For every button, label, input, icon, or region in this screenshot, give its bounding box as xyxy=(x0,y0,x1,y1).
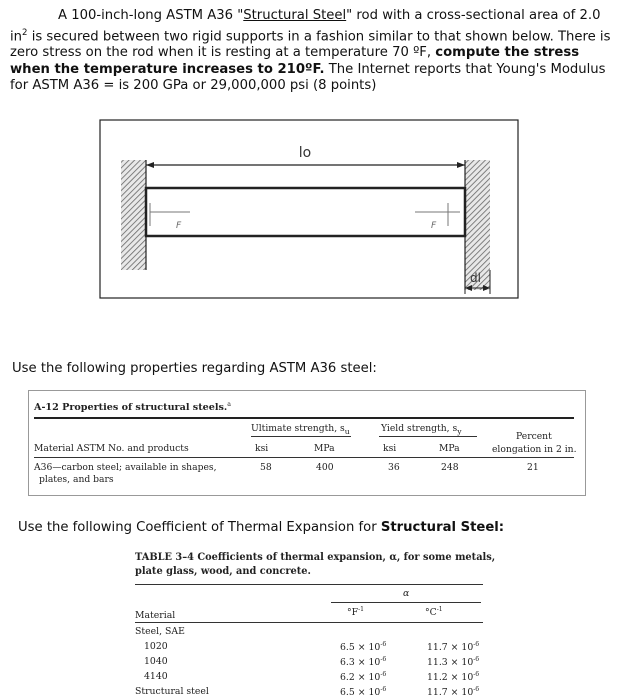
force-f-right-label: F xyxy=(431,221,437,231)
col-f-label: °F xyxy=(347,607,359,619)
superscript: a xyxy=(227,401,231,408)
subscript: u xyxy=(344,426,350,436)
col-material: Material ASTM No. and products xyxy=(34,443,189,454)
rod-diagram xyxy=(0,110,626,355)
problem-text: for ASTM A36 = is 200 GPa or 29,000,000 psi (8 points) xyxy=(10,78,377,94)
problem-bold-text: when the temperature increases to 210ºF. xyxy=(10,61,325,77)
table-3-4-title-1 xyxy=(135,552,495,563)
problem-text: A 100-inch-long ASTM A36 " xyxy=(58,8,244,23)
problem-text: The Internet reports that Young's Modulus xyxy=(324,61,606,77)
arrow-right xyxy=(457,162,465,168)
instruction-text: Use the following Coefficient of Thermal Expansion for xyxy=(18,520,381,535)
row-name: 4140 xyxy=(144,671,168,682)
row-c-value xyxy=(427,641,479,653)
rule-yield xyxy=(379,436,477,437)
problem-text: ºF, xyxy=(413,45,436,61)
rule-top xyxy=(34,417,574,419)
row-yield-ksi: 36 xyxy=(388,462,400,473)
table-a12-title xyxy=(34,401,231,413)
col-percent-1: Percent xyxy=(516,431,552,442)
superscript: -6 xyxy=(473,671,480,678)
rule-header xyxy=(135,622,483,623)
row-name: Structural steel xyxy=(135,686,209,697)
row-name: 1020 xyxy=(144,641,168,652)
group-steel-sae: Steel, SAE xyxy=(135,626,185,637)
value-text: 6.3 × 10 xyxy=(340,657,381,669)
row-c-value xyxy=(427,686,479,698)
superscript: -6 xyxy=(380,641,387,648)
table-title-text: TABLE 3–4 Coefficients of thermal expansion, α, for some metals, xyxy=(135,552,496,563)
superscript: -6 xyxy=(380,686,387,693)
superscript: -6 xyxy=(380,656,387,663)
value-text: 6.5 × 10 xyxy=(340,687,381,699)
col-yield xyxy=(381,423,462,436)
problem-line-1 xyxy=(10,8,618,25)
col-ultimate xyxy=(251,423,350,436)
problem-text: in xyxy=(10,28,23,44)
value-text: 11.2 × 10 xyxy=(427,672,474,684)
col-f xyxy=(347,606,364,618)
row-c-value xyxy=(427,671,479,683)
arrow-left xyxy=(146,162,154,168)
problem-text: is secured between two rigid supports in a fashion similar to that shown below. There is xyxy=(27,28,611,44)
alpha-header: α xyxy=(403,588,410,599)
rule-top xyxy=(135,584,483,585)
superscript: -6 xyxy=(473,641,480,648)
col-c xyxy=(425,606,443,618)
superscript: -6 xyxy=(473,656,480,663)
rule-header xyxy=(34,457,574,458)
sub-mpa-1: MPa xyxy=(314,443,335,454)
col-percent-2: elongation in 2 in. xyxy=(492,444,577,455)
lo-label: lo xyxy=(298,145,312,161)
problem-line-3 xyxy=(10,45,618,62)
superscript: -1 xyxy=(436,606,443,613)
rule-alpha xyxy=(331,602,481,603)
problem-text: " rod with a cross-sectional area of 2.0 xyxy=(346,8,601,23)
value-text: 11.7 × 10 xyxy=(427,687,474,699)
sub-mpa-2: MPa xyxy=(439,443,460,454)
row-f-value xyxy=(340,671,386,683)
problem-line-2 xyxy=(10,25,618,46)
value-text: 11.3 × 10 xyxy=(427,657,474,669)
superscript: 2 xyxy=(22,27,28,38)
row-elong: 21 xyxy=(527,462,539,473)
superscript: -6 xyxy=(380,671,387,678)
row-f-value xyxy=(340,641,386,653)
row-yield-mpa: 248 xyxy=(441,462,459,473)
row-f-value xyxy=(340,656,386,668)
table-title-text: plate glass, wood, and concrete. xyxy=(135,566,311,577)
sub-ksi-1: ksi xyxy=(255,443,269,454)
structural-steel-link[interactable]: Structural Steel xyxy=(243,8,347,23)
coefficient-instruction xyxy=(18,520,504,535)
table-3-4 xyxy=(135,552,496,700)
superscript: -6 xyxy=(473,686,480,693)
col-material: Material xyxy=(135,610,176,621)
table-title-text: A-12 Properties of structural steels. xyxy=(34,402,228,414)
value-text: 6.5 × 10 xyxy=(340,642,381,654)
force-f-left-label: F xyxy=(176,221,182,231)
col-yield-label: Yield strength, s xyxy=(381,423,458,434)
row-ult-mpa: 400 xyxy=(316,462,334,473)
problem-line-4 xyxy=(10,62,618,79)
problem-bold-text: compute the stress xyxy=(435,45,580,61)
sub-ksi-2: ksi xyxy=(383,443,397,454)
dl-label: dl xyxy=(470,271,481,285)
properties-instruction: Use the following properties regarding ASTM A36 steel: xyxy=(12,361,377,376)
col-ultimate-label: Ultimate strength, s xyxy=(251,423,345,434)
problem-statement xyxy=(10,8,618,95)
problem-line-5 xyxy=(10,78,618,95)
table-3-4-title-2 xyxy=(135,566,311,577)
row-ult-ksi: 58 xyxy=(260,462,272,473)
row-material-line1: A36—carbon steel; available in shapes, xyxy=(34,462,217,473)
table-a12 xyxy=(28,390,586,496)
subscript: y xyxy=(457,426,462,436)
problem-text: zero stress on the rod when it is resting at a temperature 70 xyxy=(10,45,414,61)
left-wall xyxy=(121,160,146,270)
value-text: 11.7 × 10 xyxy=(427,642,474,654)
row-c-value xyxy=(427,656,479,668)
value-text: 6.2 × 10 xyxy=(340,672,381,684)
row-material-line2: plates, and bars xyxy=(39,474,114,485)
col-c-label: °C xyxy=(425,607,437,619)
superscript: -1 xyxy=(358,606,364,613)
row-name: 1040 xyxy=(144,656,168,667)
instruction-bold-text: Structural Steel: xyxy=(380,520,505,535)
row-f-value xyxy=(340,686,386,698)
rule-ultimate xyxy=(251,436,351,437)
